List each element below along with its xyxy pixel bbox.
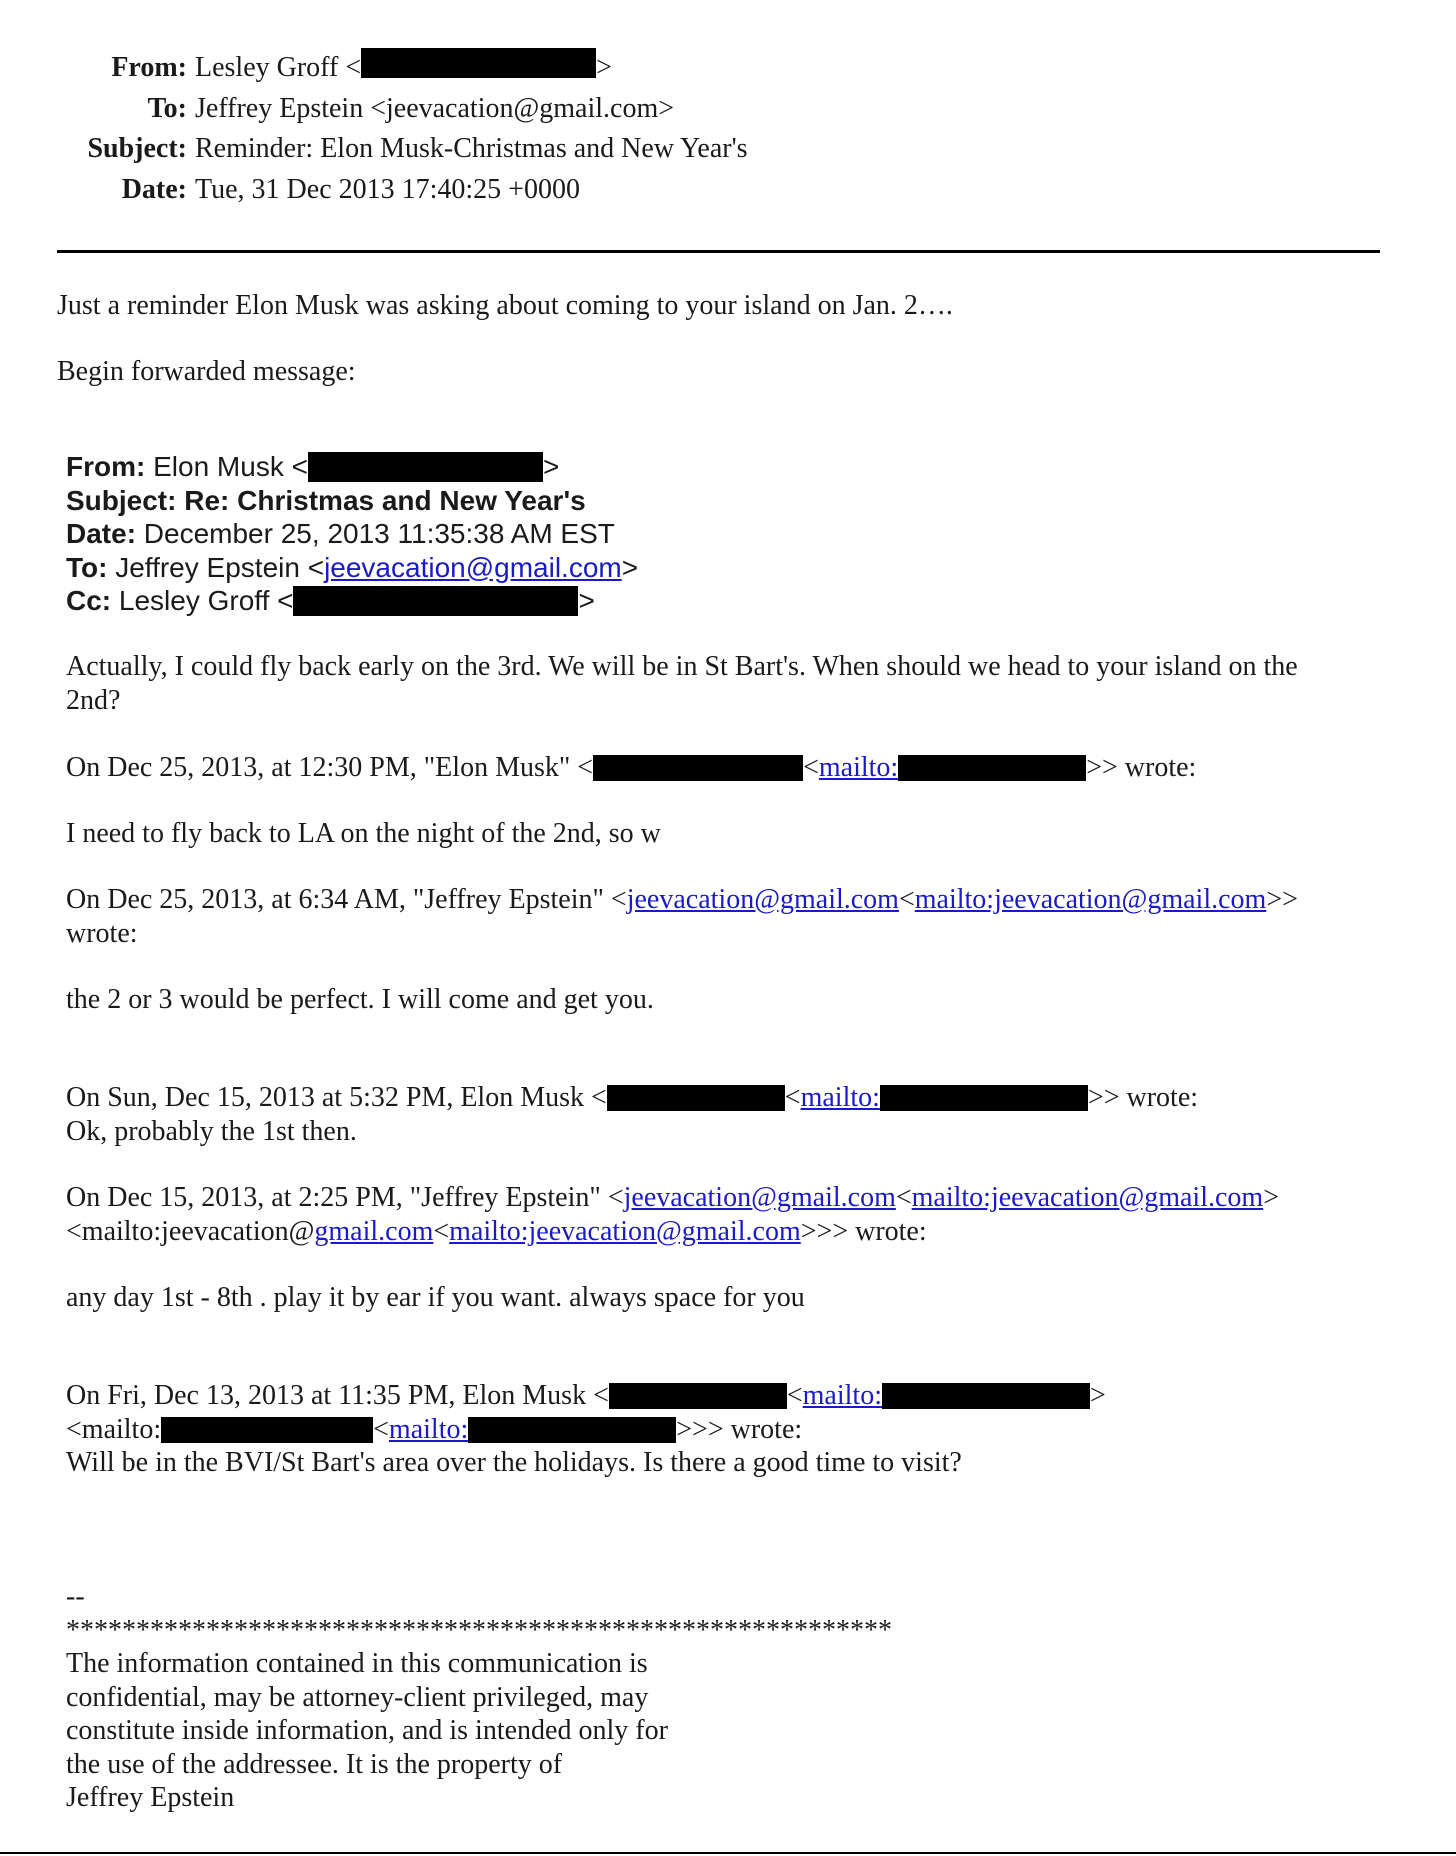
message-1-line-1: Actually, I could fly back early on the 3rd. We will be in St Bart's. When should we head to your island on the — [66, 651, 1298, 682]
fwd-to-email-link[interactable]: jeevacation@gmail.com — [324, 551, 622, 583]
redacted-block — [468, 1417, 676, 1443]
message-5: any day 1st - 8th . play it by ear if you want. always space for you — [66, 1282, 805, 1313]
email-header — [0, 48, 820, 210]
quote-4-mailto-link[interactable]: mailto:jeevacation@gmail.com — [911, 1182, 1264, 1213]
quote-header-2 — [66, 883, 1298, 950]
header-divider — [57, 250, 1380, 253]
message-3: the 2 or 3 would be perfect. I will come and get you. — [66, 984, 654, 1015]
redacted-block — [293, 586, 578, 616]
subject-value: Reminder: Elon Musk-Christmas and New Year's — [195, 133, 748, 164]
redacted-block — [880, 1085, 1088, 1111]
header-to-row — [0, 89, 820, 130]
quote-3-mailto-link[interactable]: mailto: — [800, 1082, 880, 1113]
fwd-from-label: From: — [66, 451, 146, 482]
message-6: Will be in the BVI/St Bart's area over the holidays. Is there a good time to visit? — [66, 1447, 962, 1478]
quote-header-5 — [66, 1379, 1106, 1480]
fwd-from-row — [66, 450, 638, 484]
fwd-cc-name: Lesley Groff < — [118, 585, 294, 616]
fwd-subject-label: Subject: — [66, 484, 177, 516]
redacted-block — [308, 452, 543, 482]
message-1-line-2: 2nd? — [66, 684, 121, 716]
header-date-row — [0, 170, 820, 211]
page-bottom-border — [0, 1852, 1456, 1854]
disclaimer-line-5: Jeffrey Epstein — [66, 1782, 235, 1813]
quote-5-l2-mailto-link[interactable]: mailto: — [388, 1413, 469, 1445]
quote-2-suffix: >> — [1266, 884, 1298, 915]
quote-1-prefix: On Dec 25, 2013, at 12:30 PM, "Elon Musk" < — [66, 752, 594, 783]
quote-5-line-1: On Fri, Dec 13, 2013 at 11:35 PM, Elon Musk < <mailto: > — [66, 1380, 1106, 1411]
redacted-block — [361, 48, 596, 78]
quote-4-prefix: On Dec 15, 2013, at 2:25 PM, "Jeffrey Epstein" < — [66, 1182, 624, 1213]
redacted-block — [593, 755, 803, 781]
quote-4-email-link[interactable]: jeevacation@gmail.com — [623, 1182, 896, 1213]
redacted-block — [882, 1383, 1090, 1409]
fwd-to-label: To: — [66, 551, 108, 583]
signature-footer — [66, 1580, 892, 1815]
quote-5-line-2: <mailto: <mailto: >>> wrote: — [66, 1413, 803, 1445]
disclaimer-line-1: The information contained in this communication is — [66, 1648, 648, 1679]
message-1 — [66, 650, 1298, 717]
quote-2-line-1 — [66, 883, 1298, 917]
fwd-to-row — [66, 551, 638, 585]
quote-4-l2-link[interactable]: gmail.com — [314, 1215, 434, 1247]
fwd-subject-value: Re: Christmas and New Year's — [184, 484, 586, 516]
quote-4-line-1: On Dec 15, 2013, at 2:25 PM, "Jeffrey Epstein" <jeevacation@gmail.com<mailto:jeevacation@gmail.com> — [66, 1182, 1279, 1213]
redacted-block — [609, 1383, 787, 1409]
reminder-text: Just a reminder Elon Musk was asking about coming to your island on Jan. 2…. — [57, 290, 953, 321]
fwd-date-row — [66, 517, 638, 551]
date-value: Tue, 31 Dec 2013 17:40:25 +0000 — [195, 173, 580, 205]
forwarded-header — [66, 450, 638, 618]
to-label: To: — [147, 92, 187, 124]
quote-4-l2-suffix: >>> wrote: — [800, 1215, 927, 1247]
fwd-date-label: Date: — [66, 518, 137, 549]
quote-1-mailto-link[interactable]: mailto: — [818, 752, 899, 783]
from-label: From: — [111, 52, 187, 83]
signature-stars: *********************************************************** — [66, 1614, 892, 1646]
date-label: Date: — [121, 173, 187, 205]
quote-header-1: On Dec 25, 2013, at 12:30 PM, "Elon Musk" < <mailto: >> wrote: — [66, 752, 1197, 783]
quote-header-4 — [66, 1181, 1279, 1248]
fwd-subject-row — [66, 484, 638, 518]
disclaimer-line-3: constitute inside information, and is intended only for — [66, 1715, 668, 1746]
quote-2-wrote: wrote: — [66, 917, 138, 949]
redacted-block — [607, 1085, 785, 1111]
quote-4-l2-mailto-link[interactable]: mailto:jeevacation@gmail.com — [449, 1215, 801, 1247]
quote-2-email-link[interactable]: jeevacation@gmail.com — [626, 884, 899, 915]
quote-3-prefix: On Sun, Dec 15, 2013 at 5:32 PM, Elon Musk < — [66, 1082, 607, 1113]
fwd-cc-label: Cc: — [66, 585, 112, 616]
header-from-row — [0, 48, 820, 89]
subject-label: Subject: — [87, 133, 187, 164]
fwd-from-name: Elon Musk < — [153, 451, 308, 482]
message-2: I need to fly back to LA on the night of the 2nd, so w — [66, 818, 661, 849]
quote-3-suffix: >> wrote: — [1087, 1082, 1199, 1113]
begin-forwarded-text: Begin forwarded message: — [57, 356, 356, 387]
disclaimer-line-4: the use of the addressee. It is the property of — [66, 1748, 563, 1780]
quote-5-mailto-link[interactable]: mailto: — [802, 1380, 882, 1411]
from-name: Lesley Groff < — [195, 52, 362, 83]
redacted-block — [161, 1417, 373, 1443]
quote-4-line-2: <mailto:jeevacation@gmail.com<mailto:jeevacation@gmail.com>>> wrote: — [66, 1215, 927, 1247]
fwd-cc-close: > — [578, 585, 595, 616]
quote-3-line-1: On Sun, Dec 15, 2013 at 5:32 PM, Elon Musk < <mailto: >> wrote: — [66, 1082, 1199, 1113]
fwd-to-name: Jeffrey Epstein < — [115, 551, 325, 583]
redacted-block — [898, 755, 1086, 781]
quote-5-l2-prefix: <mailto: — [66, 1413, 162, 1445]
quote-2-prefix: On Dec 25, 2013, at 6:34 AM, "Jeffrey Epstein" < — [66, 884, 627, 915]
signature-dashes: -- — [66, 1581, 85, 1612]
quote-1-suffix: >> wrote: — [1086, 752, 1197, 783]
quote-5-prefix: On Fri, Dec 13, 2013 at 11:35 PM, Elon Musk < — [66, 1380, 609, 1411]
fwd-to-close: > — [621, 551, 639, 583]
quote-5-l2-suffix: >>> wrote: — [676, 1413, 803, 1445]
fwd-cc-row — [66, 584, 638, 618]
from-close: > — [596, 52, 612, 83]
header-subject-row — [0, 129, 820, 170]
quote-header-3 — [66, 1081, 1198, 1148]
disclaimer-line-2: confidential, may be attorney-client privileged, may — [66, 1681, 649, 1713]
to-value: Jeffrey Epstein <jeevacation@gmail.com> — [195, 92, 675, 124]
quote-4-l2-prefix: <mailto:jeevacation@ — [66, 1215, 315, 1247]
fwd-from-close: > — [542, 451, 560, 482]
message-4: Ok, probably the 1st then. — [66, 1115, 357, 1147]
fwd-date-value: December 25, 2013 11:35:38 AM EST — [143, 518, 615, 549]
quote-2-mailto-link[interactable]: mailto:jeevacation@gmail.com — [914, 884, 1267, 915]
quote-2-lt: < — [898, 884, 915, 915]
